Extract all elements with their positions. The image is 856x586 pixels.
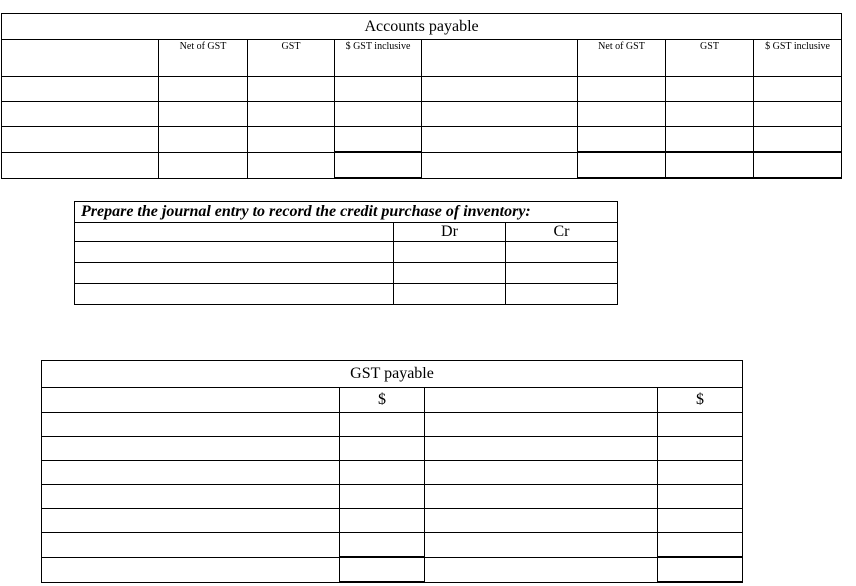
ap-cell[interactable]: [248, 127, 335, 153]
table-row: [2, 77, 842, 102]
gp-cell[interactable]: [658, 533, 743, 558]
ap-cell[interactable]: [422, 127, 578, 153]
ap-cell[interactable]: [248, 152, 335, 178]
gp-cell[interactable]: [42, 437, 340, 461]
table-row: [42, 533, 743, 558]
ap-cell[interactable]: [159, 102, 248, 127]
gp-cell[interactable]: [425, 509, 658, 533]
gp-cell[interactable]: [42, 485, 340, 509]
journal-cell[interactable]: [75, 284, 394, 305]
ap-cell[interactable]: [666, 77, 754, 102]
gp-cell[interactable]: [42, 461, 340, 485]
gp-cell[interactable]: [658, 413, 743, 437]
ap-cell[interactable]: [578, 102, 666, 127]
table-row: [42, 509, 743, 533]
accounts-payable-header-row: [2, 40, 842, 77]
ap-total-cell[interactable]: [335, 152, 422, 178]
ap-cell[interactable]: [754, 127, 842, 153]
gp-header-dollar-right: $: [658, 388, 743, 413]
table-row: [2, 127, 842, 153]
ap-header-cell: [422, 40, 578, 77]
ap-cell[interactable]: [422, 152, 578, 178]
journal-cell[interactable]: [75, 263, 394, 284]
gp-header-dollar-left: $: [340, 388, 425, 413]
gp-cell[interactable]: [425, 485, 658, 509]
gp-cell[interactable]: [425, 437, 658, 461]
ap-cell[interactable]: [248, 102, 335, 127]
gp-cell[interactable]: [658, 461, 743, 485]
ap-cell[interactable]: [666, 127, 754, 153]
gp-cell[interactable]: [42, 557, 340, 582]
accounts-payable-table: [1, 13, 842, 179]
table-row: [75, 242, 618, 263]
ap-header-gst-inclusive: $ GST inclusive: [335, 40, 422, 77]
journal-header-cr: Cr: [506, 223, 618, 242]
ap-header-gst-right: GST: [666, 40, 754, 77]
gp-cell[interactable]: [340, 485, 425, 509]
journal-entry-table: [74, 201, 618, 305]
ap-header-net-of-gst-right: Net of GST: [578, 40, 666, 77]
ap-cell[interactable]: [578, 127, 666, 153]
journal-cell[interactable]: [75, 242, 394, 263]
table-row: [42, 437, 743, 461]
ap-cell[interactable]: [335, 77, 422, 102]
table-row: [75, 284, 618, 305]
ap-cell[interactable]: [335, 102, 422, 127]
journal-title-row: [75, 202, 618, 223]
ap-total-cell[interactable]: [578, 152, 666, 178]
table-row: [42, 557, 743, 582]
ap-cell[interactable]: [422, 77, 578, 102]
journal-cell[interactable]: [394, 263, 506, 284]
gp-cell[interactable]: [42, 413, 340, 437]
gp-cell[interactable]: [658, 485, 743, 509]
ap-header-gst-inclusive-right: $ GST inclusive: [754, 40, 842, 77]
gp-cell[interactable]: [425, 461, 658, 485]
gp-cell[interactable]: [658, 437, 743, 461]
journal-header-dr: Dr: [394, 223, 506, 242]
gp-header-cell: [42, 388, 340, 413]
table-row: [42, 413, 743, 437]
ap-cell[interactable]: [2, 127, 159, 153]
ap-cell[interactable]: [335, 127, 422, 153]
journal-cell[interactable]: [394, 242, 506, 263]
journal-cell[interactable]: [506, 242, 618, 263]
gp-cell[interactable]: [340, 509, 425, 533]
ap-cell[interactable]: [2, 152, 159, 178]
table-row: [75, 263, 618, 284]
accounts-payable-title: Accounts payable: [2, 14, 842, 40]
ap-cell[interactable]: [159, 77, 248, 102]
gp-cell[interactable]: [658, 509, 743, 533]
gp-cell[interactable]: [340, 413, 425, 437]
ap-cell[interactable]: [159, 127, 248, 153]
journal-cell[interactable]: [394, 284, 506, 305]
ap-header-net-of-gst: Net of GST: [159, 40, 248, 77]
gp-cell[interactable]: [42, 533, 340, 558]
ap-cell[interactable]: [422, 102, 578, 127]
ap-cell[interactable]: [248, 77, 335, 102]
table-row: [2, 152, 842, 178]
journal-header-row: [75, 223, 618, 242]
table-row: [42, 461, 743, 485]
gp-cell[interactable]: [340, 461, 425, 485]
gst-payable-title-row: [42, 361, 743, 388]
gp-total-cell[interactable]: [658, 557, 743, 582]
gst-payable-title: GST payable: [42, 361, 743, 388]
table-row: [2, 102, 842, 127]
gp-cell[interactable]: [425, 533, 658, 558]
ap-cell[interactable]: [578, 77, 666, 102]
ap-cell[interactable]: [754, 77, 842, 102]
ap-cell[interactable]: [2, 102, 159, 127]
gp-cell[interactable]: [42, 509, 340, 533]
ap-header-cell: [2, 40, 159, 77]
accounts-payable-title-row: [2, 14, 842, 40]
gp-cell[interactable]: [425, 413, 658, 437]
ap-header-gst: GST: [248, 40, 335, 77]
journal-cell[interactable]: [506, 284, 618, 305]
gst-payable-header-row: [42, 388, 743, 413]
ap-total-cell[interactable]: [666, 152, 754, 178]
gp-cell[interactable]: [340, 533, 425, 558]
ap-cell[interactable]: [2, 77, 159, 102]
journal-title: Prepare the journal entry to record the credit purchase of inventory:: [75, 202, 618, 223]
ap-cell[interactable]: [754, 102, 842, 127]
journal-header-cell: [75, 223, 394, 242]
table-row: [42, 485, 743, 509]
gp-total-cell[interactable]: [340, 557, 425, 582]
ap-cell[interactable]: [159, 152, 248, 178]
gp-cell[interactable]: [340, 437, 425, 461]
journal-cell[interactable]: [506, 263, 618, 284]
gp-header-cell: [425, 388, 658, 413]
ap-cell[interactable]: [666, 102, 754, 127]
gst-payable-table: [41, 360, 743, 583]
gp-cell[interactable]: [425, 557, 658, 582]
ap-total-cell[interactable]: [754, 152, 842, 178]
